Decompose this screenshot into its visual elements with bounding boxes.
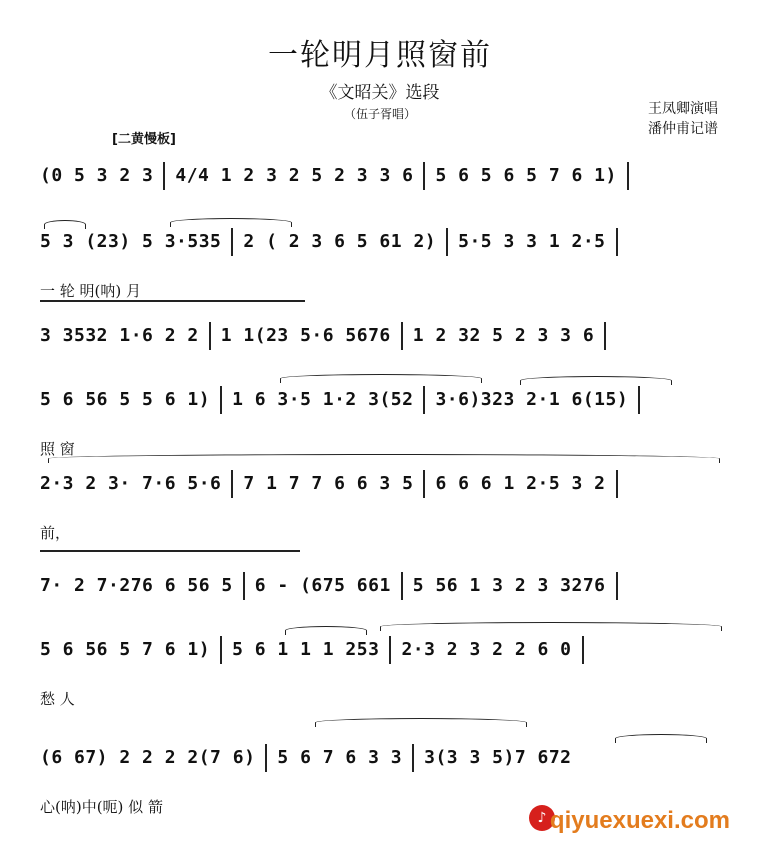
lyric-line: 心(呐)中(呃) 似 箭 (40, 798, 163, 816)
lyric-line: 照 窗 (40, 440, 75, 458)
barline (582, 636, 584, 664)
watermark-music-icon: ♪ (529, 805, 555, 831)
measure: 1 2 32 5 2 3 3 6 (412, 325, 595, 346)
measure: 5 6 1 1 1 253 (232, 639, 380, 660)
measure: 6 - (675 661 (254, 575, 391, 596)
score-line (40, 572, 730, 624)
score-line (40, 322, 730, 374)
barline (220, 636, 222, 664)
page-title: 一轮明月照窗前 (268, 38, 492, 73)
barline (209, 322, 211, 350)
score-line (40, 470, 730, 542)
measure: 3 3532 1·6 2 2 (40, 325, 199, 346)
slur (315, 718, 527, 727)
singer-credit: 王凤卿演唱 (648, 101, 718, 117)
slur (615, 734, 707, 743)
measure: 2 ( 2 3 6 5 61 2) (243, 231, 437, 252)
lyric-line: 前， (40, 524, 71, 542)
barline (163, 162, 165, 190)
slur (170, 218, 292, 227)
barline (627, 162, 629, 190)
barline (265, 744, 267, 772)
barline (423, 162, 425, 190)
measure: 3(3 3 5)7 672 (424, 747, 572, 768)
measure: 1 1(23 5·6 5676 (220, 325, 391, 346)
barline (401, 572, 403, 600)
barline (412, 744, 414, 772)
watermark-text: qiyuexuexi.com (549, 807, 730, 834)
slur (380, 622, 722, 631)
barline (616, 470, 618, 498)
measure: 4/4 1 2 3 2 5 2 3 3 6 (175, 165, 414, 186)
role-note: （伍子胥唱） (343, 107, 416, 121)
measure: 6 6 6 1 2·5 3 2 (435, 473, 606, 494)
measure: 5 56 1 3 2 3 3276 (412, 575, 606, 596)
measure: 5·5 3 3 1 2·5 (458, 231, 606, 252)
score-line (40, 228, 730, 300)
measure: 2·3 2 3· 7·6 5·6 (40, 473, 222, 494)
barline (220, 386, 222, 414)
measure: 1 6 3·5 1·2 3(52 (232, 389, 414, 410)
measure: 7· 2 7·276 6 56 5 (40, 575, 233, 596)
barline (243, 572, 245, 600)
measure: 5 6 56 5 5 6 1) (40, 389, 211, 410)
measure: 5 3 (23) 5 3·535 (40, 231, 222, 252)
tempo-marking: [二黄慢板] (112, 132, 176, 147)
phrase-line (40, 550, 300, 552)
slur (48, 454, 720, 463)
phrase-line (40, 300, 305, 302)
score-line (40, 744, 730, 816)
barline (401, 322, 403, 350)
page-subtitle: 《文昭关》选段 (320, 83, 440, 103)
barline (231, 470, 233, 498)
barline (389, 636, 391, 664)
measure: 5 6 7 6 3 3 (277, 747, 403, 768)
slur (280, 374, 482, 383)
measure: 7 1 7 7 6 6 3 5 (243, 473, 414, 494)
barline (638, 386, 640, 414)
score-line (40, 386, 730, 458)
lyric-line: 一 轮 明(呐) 月 (40, 282, 142, 300)
barline (446, 228, 448, 256)
barline (616, 572, 618, 600)
measure: 2·3 2 3 2 2 6 0 (401, 639, 572, 660)
slur (285, 626, 367, 635)
lyric-line: 愁 人 (40, 690, 75, 708)
score-line (40, 636, 730, 708)
barline (616, 228, 618, 256)
measure: 5 6 5 6 5 7 6 1) (435, 165, 617, 186)
score-line (40, 162, 730, 214)
measure: 3·6)323 2·1 6(15) (435, 389, 629, 410)
transcriber-credit: 潘仲甫记谱 (648, 121, 718, 137)
measure: (6 67) 2 2 2 2(7 6) (40, 747, 256, 768)
barline (423, 470, 425, 498)
barline (231, 228, 233, 256)
measure: 5 6 56 5 7 6 1) (40, 639, 211, 660)
measure: (0 5 3 2 3 (40, 165, 154, 186)
slur (520, 376, 672, 385)
barline (423, 386, 425, 414)
barline (604, 322, 606, 350)
